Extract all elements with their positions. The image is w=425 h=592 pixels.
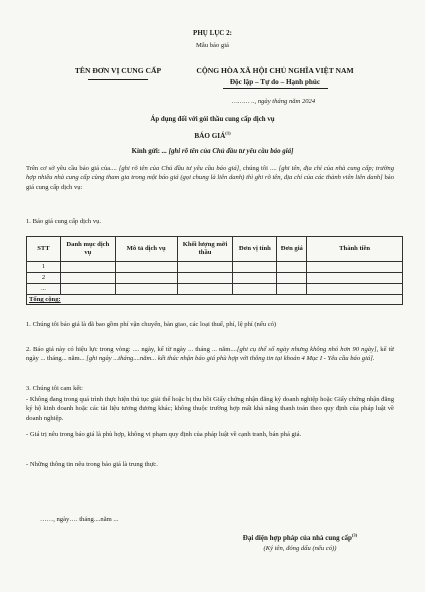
cell-stt: ... (27, 284, 61, 295)
motto: Độc lập – Tự do – Hạnh phúc (229, 77, 321, 86)
cell (177, 273, 233, 284)
intro-italic-1: [ghi rõ tên của Chủ đầu tư yêu cầu báo giá] (118, 165, 240, 172)
cell (307, 284, 403, 295)
cell-stt: 1 (27, 262, 61, 273)
commitments-heading: 3. Chúng tôi cam kết: (26, 385, 83, 392)
signature-footnote: (3) (351, 532, 358, 538)
title-text: BÁO GIÁ (194, 132, 226, 140)
cell (177, 284, 233, 295)
recipient-value: ... [ghi rõ tên của Chủ đầu tư yêu cầu báo giá] (161, 148, 294, 155)
commitment-pricing: - Giá trị nêu trong báo giá là phù hợp, không vi phạm quy định của pháp luật về cạnh tranh, bán phá giá. (26, 431, 302, 438)
section-1-label: 1. Báo giá cung cấp dịch vụ. (26, 218, 102, 225)
intro-text-1: Trên cơ sở yêu cầu báo giá của.... (26, 165, 119, 172)
cell (60, 262, 115, 273)
cell (115, 273, 177, 284)
signature-note: (Ký tên, đóng dấu (nếu có)) (263, 544, 337, 552)
validity-italic-2: [ghi ngày ...tháng....năm... kết thúc nhận báo giá phù hợp với thông tin tại khoản 4 Mục I - Yêu cầu báo giá] (86, 355, 373, 363)
header-unit-price: Đơn giá (277, 237, 307, 262)
apply-to-line: Áp dụng đối với gói thầu cung cấp dịch vụ (150, 116, 275, 123)
header-unit: Đơn vị tính (233, 237, 277, 262)
intro-italic-2: [ghi tên, địa chỉ của nhà cung cấp; trường hợp nhiều nhà cung cấp cùng tham gia trong một báo giá (gọi chung là liên danh) thì ghi rõ tên, địa chỉ của các thành viên liên danh] (26, 165, 394, 182)
cell (233, 284, 277, 295)
cell (60, 284, 115, 295)
supplier-underline (88, 79, 148, 80)
cell (277, 262, 307, 273)
cell (60, 273, 115, 284)
header-quantity: Khối lượng mời thầu (177, 237, 233, 262)
sign-date: ……, ngày…. tháng....năm ... (40, 516, 119, 523)
cell (277, 284, 307, 295)
total-label: Tổng cộng: (27, 295, 116, 305)
signature-title (195, 534, 405, 544)
intro-text-3: báo giá cung cấp dịch vụ: (26, 174, 394, 191)
commitment-dissolution: - Không đang trong quá trình thực hiện thủ tục giải thể hoặc bị thu hồi Giấy chứng nhận đăng ký doanh nghiệp hoặc Giấy chứng nhận đăng ký hộ kinh doanh hoặc các tài liệu tương đương khác; không thuộc trường hợp mất khả năng thanh toán theo quy định của pháp luật về doanh nghiệp. (26, 396, 394, 422)
cell (277, 273, 307, 284)
appendix-heading: PHỤ LỤC 2: (193, 29, 232, 37)
validity-italic-1: [ghi cụ thể số ngày nhưng không nhỏ hơn 90 ngày] (236, 346, 377, 353)
validity-paragraph (26, 345, 394, 364)
cell (115, 262, 177, 273)
header-stt: STT (27, 237, 61, 262)
form-label: Mẫu báo giá (196, 42, 229, 49)
cell (307, 262, 403, 273)
signature-title-text: Đại diện hợp pháp của nhà cung cấp (242, 534, 352, 542)
signature-block (195, 534, 405, 553)
table-total-row (27, 295, 403, 305)
cell (307, 273, 403, 284)
validity-text-1: 2. Báo giá này có hiệu lực trong vòng: .... ngày, kể từ ngày ... tháng ... năm.... (26, 346, 237, 353)
header-amount: Thành tiền (307, 237, 403, 262)
header-description: Mô tả dịch vụ (115, 237, 177, 262)
country-name: CỘNG HÒA XÃ HỘI CHỦ NGHĨA VIỆT NAM (196, 66, 354, 75)
document-title (0, 131, 425, 141)
cell (233, 273, 277, 284)
table-row (27, 273, 403, 284)
cell-stt: 2 (27, 273, 61, 284)
cell (177, 262, 233, 273)
total-value (115, 295, 402, 305)
intro-text-2: , chúng tôi .... (239, 165, 279, 172)
title-footnote: (1) (225, 130, 231, 136)
header-service-list: Danh mục dịch vụ (60, 237, 115, 262)
table-header-row (27, 237, 403, 262)
quote-table (26, 236, 403, 305)
supplier-unit-heading (58, 66, 178, 80)
motto-underline (223, 88, 328, 89)
validity-end: . (372, 355, 375, 363)
intro-paragraph (26, 164, 394, 192)
supplier-unit-text: TÊN ĐƠN VỊ CUNG CẤP (74, 66, 162, 75)
national-heading (180, 66, 370, 89)
validity-text-2: , kể từ ngày ... tháng... năm... (26, 346, 395, 363)
commitment-1: 1. Chúng tôi báo giá là đã bao gồm phí vận chuyển, bàn giao, các loại thuế, phí, lệ phí (nếu có) (26, 321, 277, 328)
date-line: ……… .., ngày tháng năm 2024 (232, 98, 316, 105)
recipient-label: Kính gửi: (131, 148, 162, 155)
table-row (27, 284, 403, 295)
cell (115, 284, 177, 295)
commitment-truthful: - Những thông tin nêu trong báo giá là trung thực. (26, 461, 158, 468)
recipient-line (0, 147, 425, 157)
cell (233, 262, 277, 273)
table-row (27, 262, 403, 273)
